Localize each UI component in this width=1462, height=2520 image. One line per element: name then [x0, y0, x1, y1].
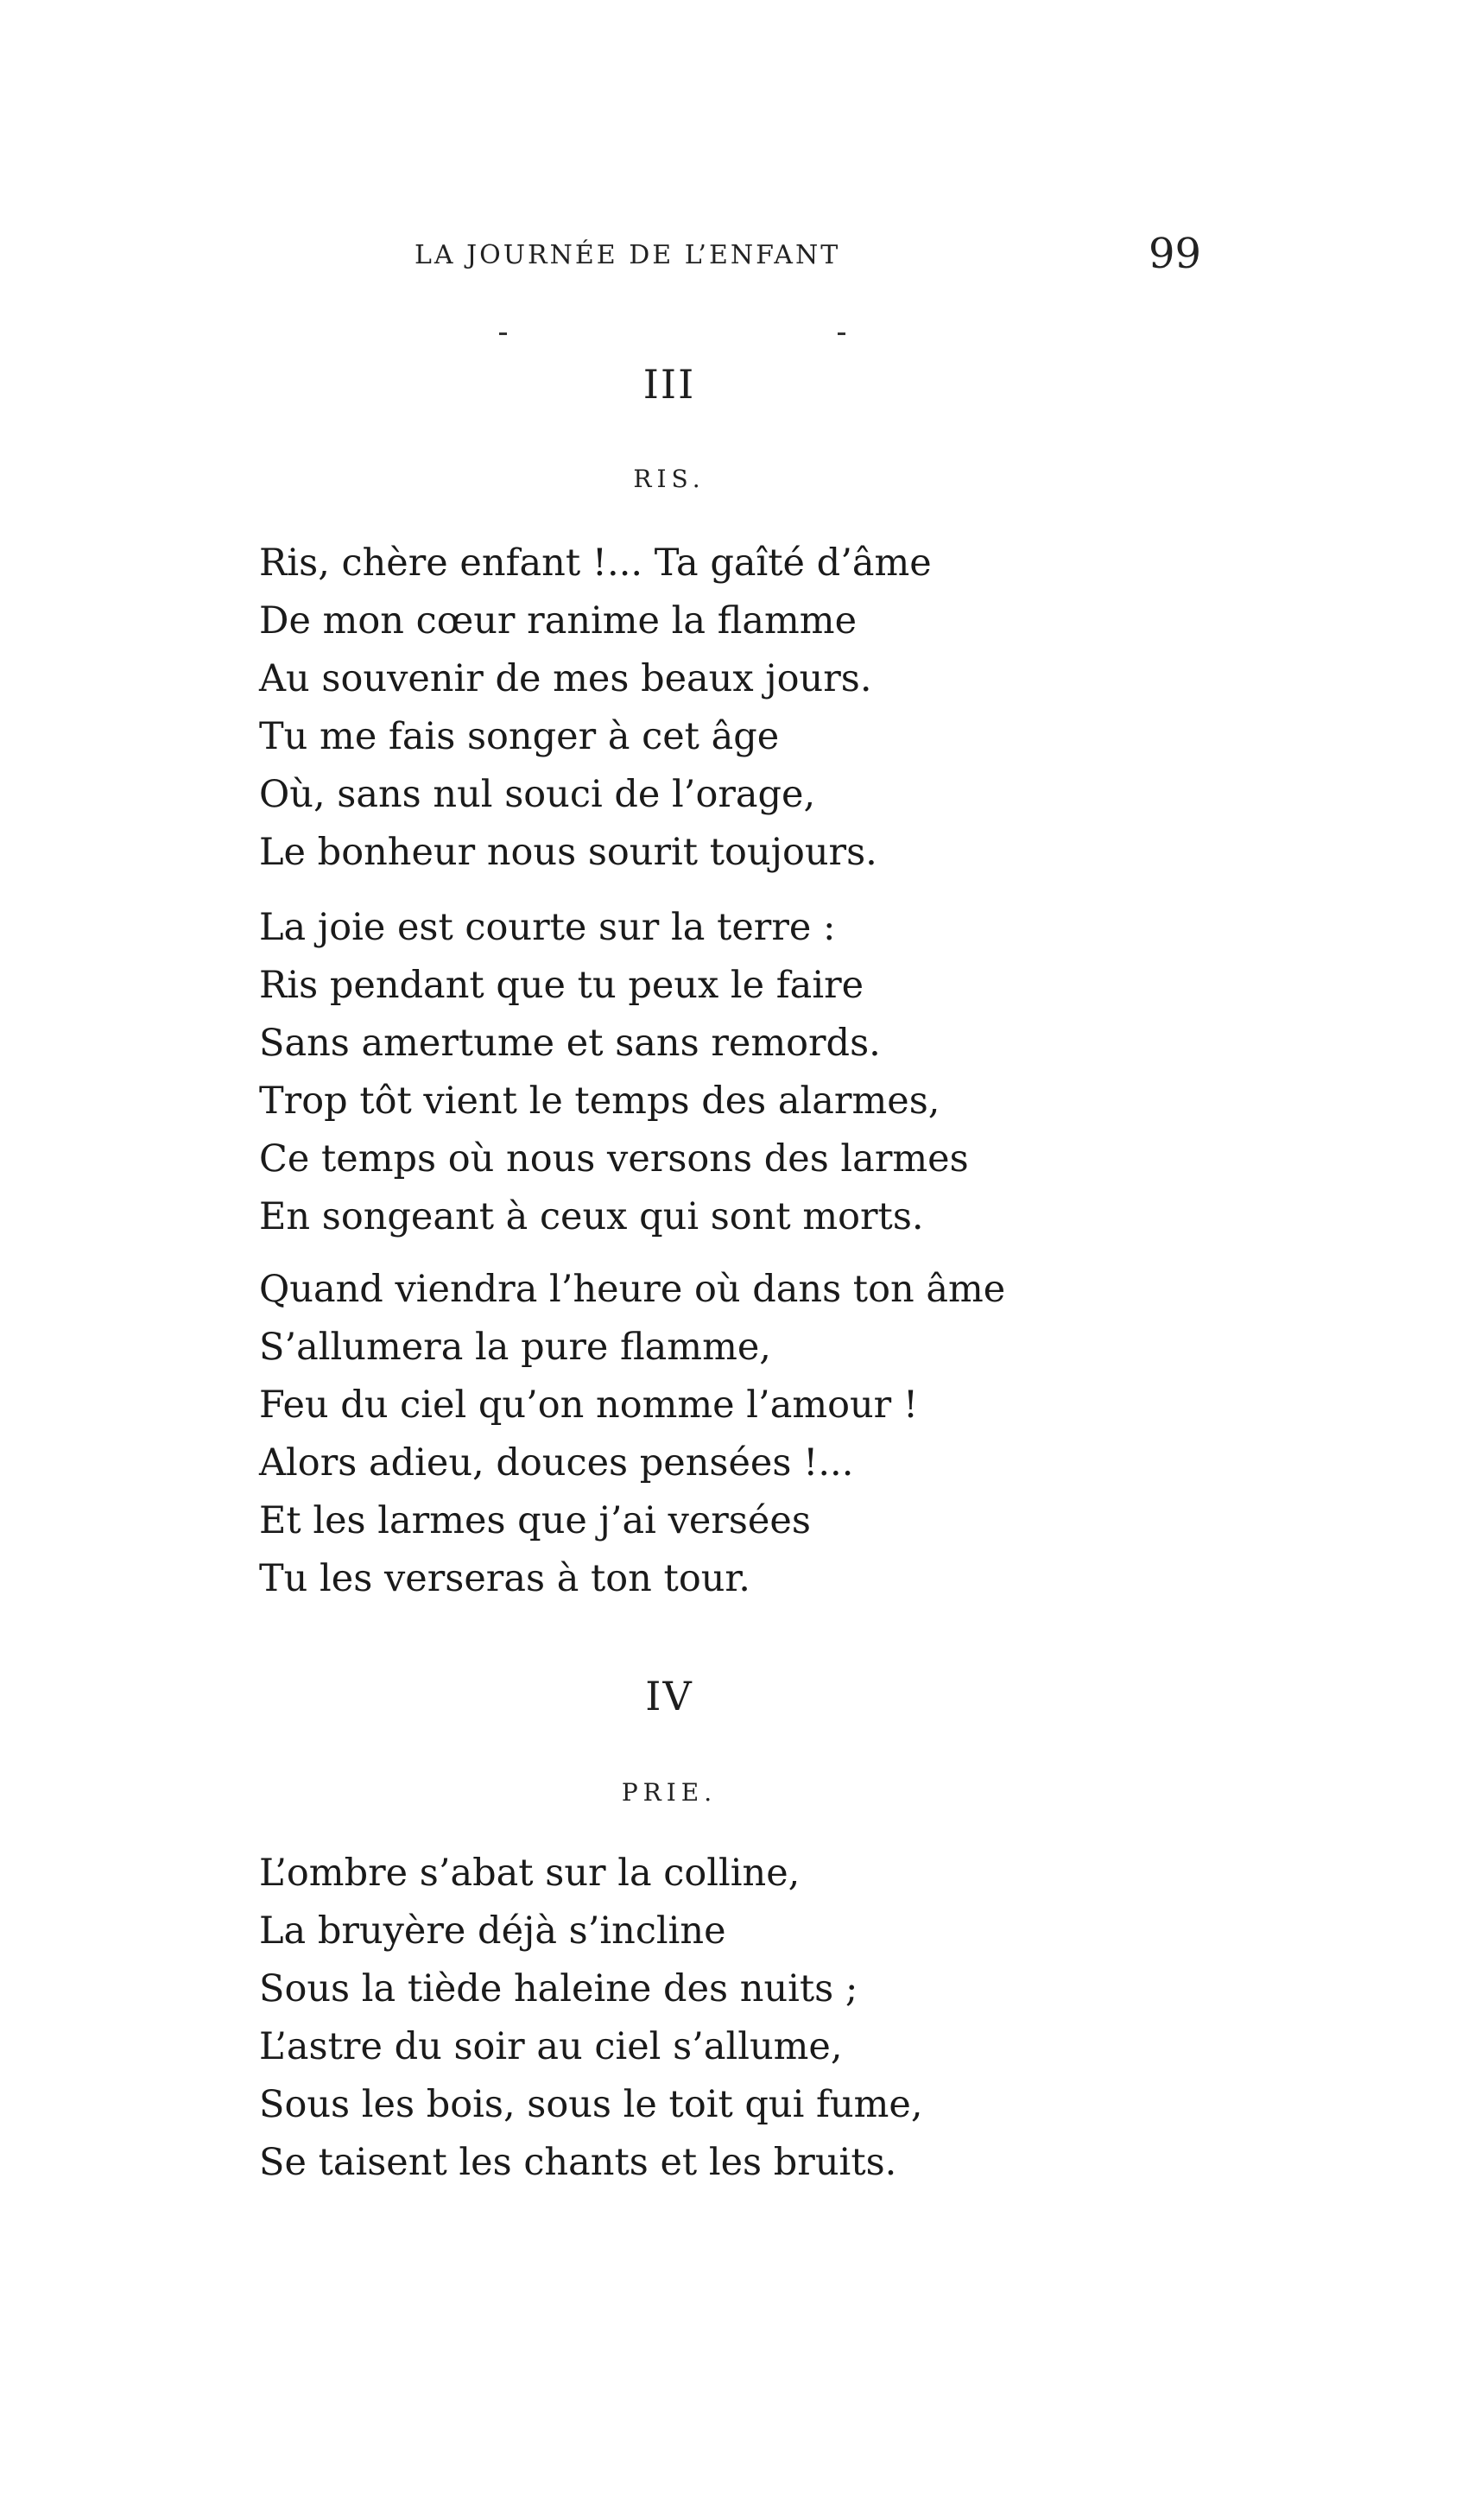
verse-line: Alors adieu, douces pensées !... [259, 1441, 854, 1485]
verse-line: Tu les verseras à ton tour. [259, 1557, 750, 1600]
section-numeral-iv: IV [645, 1673, 693, 1719]
stanza-4 [259, 1845, 923, 2192]
stanza-2 [259, 899, 969, 1246]
section-title-ris: RIS. [633, 465, 706, 493]
verse-line: L’ombre s’abat sur la colline, [259, 1852, 801, 1895]
verse-line: Sans amertume et sans remords. [259, 1022, 881, 1065]
section-title-prie: PRIE. [621, 1778, 718, 1807]
verse-line: En songeant à ceux qui sont morts. [259, 1195, 924, 1238]
ornament-dash-right [838, 332, 845, 335]
verse-line: Au souvenir de mes beaux jours. [259, 657, 872, 700]
verse-line: Trop tôt vient le temps des alarmes, [259, 1080, 940, 1123]
verse-line: Quand viendra l’heure où dans ton âme [259, 1268, 1006, 1311]
section-numeral-iii: III [642, 361, 696, 408]
verse-line: Sous les bois, sous le toit qui fume, [259, 2083, 923, 2126]
verse-line: Ris, chère enfant !... Ta gaîté d’âme [259, 541, 932, 585]
page-number: 99 [1149, 230, 1202, 278]
verse-line: De mon cœur ranime la flamme [259, 599, 858, 643]
verse-line: Feu du ciel qu’on nomme l’amour ! [259, 1383, 919, 1427]
verse-line: Le bonheur nous sourit toujours. [259, 831, 877, 874]
verse-line: Se taisent les chants et les bruits. [259, 2141, 897, 2184]
verse-line: Ris pendant que tu peux le faire [259, 964, 864, 1007]
verse-line: La bruyère déjà s’incline [259, 1909, 726, 1953]
stanza-1 [259, 535, 932, 882]
verse-line: L’astre du soir au ciel s’allume, [259, 2025, 843, 2068]
ornament-dash-left [499, 332, 507, 335]
verse-line: Où, sans nul souci de l’orage, [259, 773, 816, 816]
verse-line: Sous la tiède haleine des nuits ; [259, 1967, 858, 2010]
verse-line: La joie est courte sur la terre : [259, 906, 836, 949]
running-head-title: LA JOURNÉE DE L’ENFANT [415, 240, 841, 270]
verse-line: Tu me fais songer à cet âge [259, 715, 780, 758]
verse-line: Et les larmes que j’ai versées [259, 1499, 811, 1542]
verse-line: S’allumera la pure flamme, [259, 1326, 771, 1369]
verse-line: Ce temps où nous versons des larmes [259, 1137, 969, 1181]
stanza-3 [259, 1261, 1005, 1608]
